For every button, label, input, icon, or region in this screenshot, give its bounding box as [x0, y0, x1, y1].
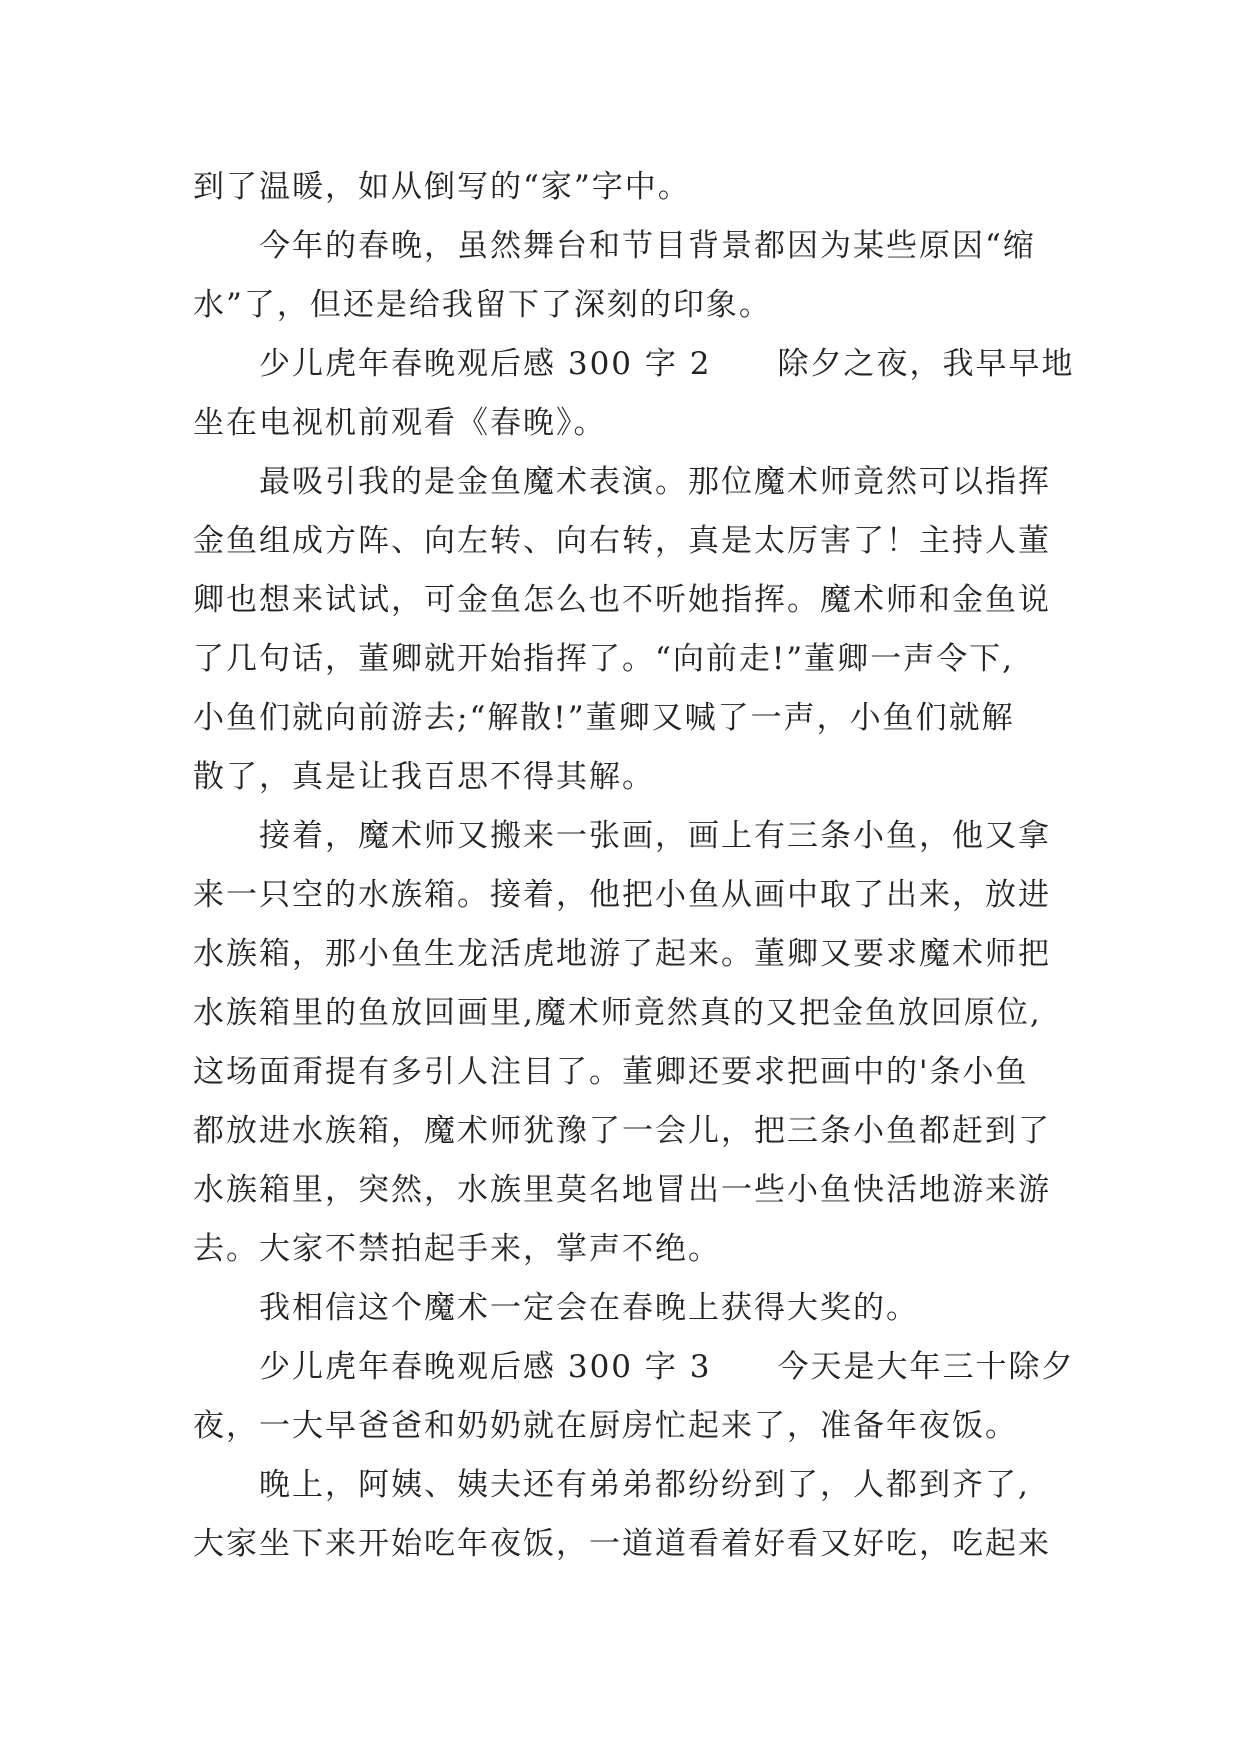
text-line: 坐在电视机前观看《春晚》。 — [193, 405, 607, 441]
text-line: 水族箱里的鱼放回画里,魔术师竟然真的又把金鱼放回原位, — [193, 995, 1042, 1031]
text-line: 晚上，阿姨、姨夫还有弟弟都纷纷到了，人都到齐了, — [259, 1467, 1030, 1503]
text-line: 今年的春晚，虽然舞台和节目背景都因为某些原因“缩 — [259, 228, 1036, 264]
text-line: 最吸引我的是金鱼魔术表演。那位魔术师竟然可以指挥 — [259, 464, 1051, 500]
text-line: 水”了，但还是给我留下了深刻的印象。 — [193, 287, 772, 323]
text-line: 都放进水族箱，魔术师犹豫了一会儿，把三条小鱼都赶到了 — [193, 1113, 1051, 1149]
text-line: 小鱼们就向前游去;“解散!”董卿又喊了一声，小鱼们就解 — [193, 700, 1015, 736]
text-line: 接着，魔术师又搬来一张画，画上有三条小鱼，他又拿 — [259, 818, 1051, 854]
text-line: 金鱼组成方阵、向左转、向右转，真是太厉害了！主持人董 — [193, 523, 1051, 559]
text-line: 水族箱，那小鱼生龙活虎地游了起来。董卿又要求魔术师把 — [193, 936, 1051, 972]
text-line: 去。大家不禁拍起手来，掌声不绝。 — [193, 1231, 721, 1267]
text-line: 大家坐下来开始吃年夜饭，一道道看着好看又好吃，吃起来 — [193, 1526, 1051, 1562]
text-line: 我相信这个魔术一定会在春晚上获得大奖的。 — [259, 1290, 919, 1326]
text-line: 散了，真是让我百思不得其解。 — [193, 759, 655, 795]
document-body — [193, 158, 1075, 1574]
text-line: 到了温暖，如从倒写的“家”字中。 — [193, 169, 691, 205]
text-line: 这场面甭提有多引人注目了。董卿还要求把画中的'条小鱼 — [193, 1054, 1029, 1090]
section-heading-line: 少儿虎年春晚观后感 300 字 2 除夕之夜，我早早地 — [259, 346, 1075, 382]
text-line: 水族箱里，突然，水族里莫名地冒出一些小鱼快活地游来游 — [193, 1172, 1051, 1208]
text-line: 卿也想来试试，可金鱼怎么也不听她指挥。魔术师和金鱼说 — [193, 582, 1051, 618]
text-line: 了几句话，董卿就开始指挥了。“向前走!”董卿一声令下, — [193, 641, 1015, 677]
text-line: 夜，一大早爸爸和奶奶就在厨房忙起来了，准备年夜饭。 — [193, 1408, 1018, 1444]
text-line: 来一只空的水族箱。接着，他把小鱼从画中取了出来，放进 — [193, 877, 1051, 913]
section-heading-line: 少儿虎年春晚观后感 300 字 3 今天是大年三十除夕 — [259, 1349, 1075, 1385]
